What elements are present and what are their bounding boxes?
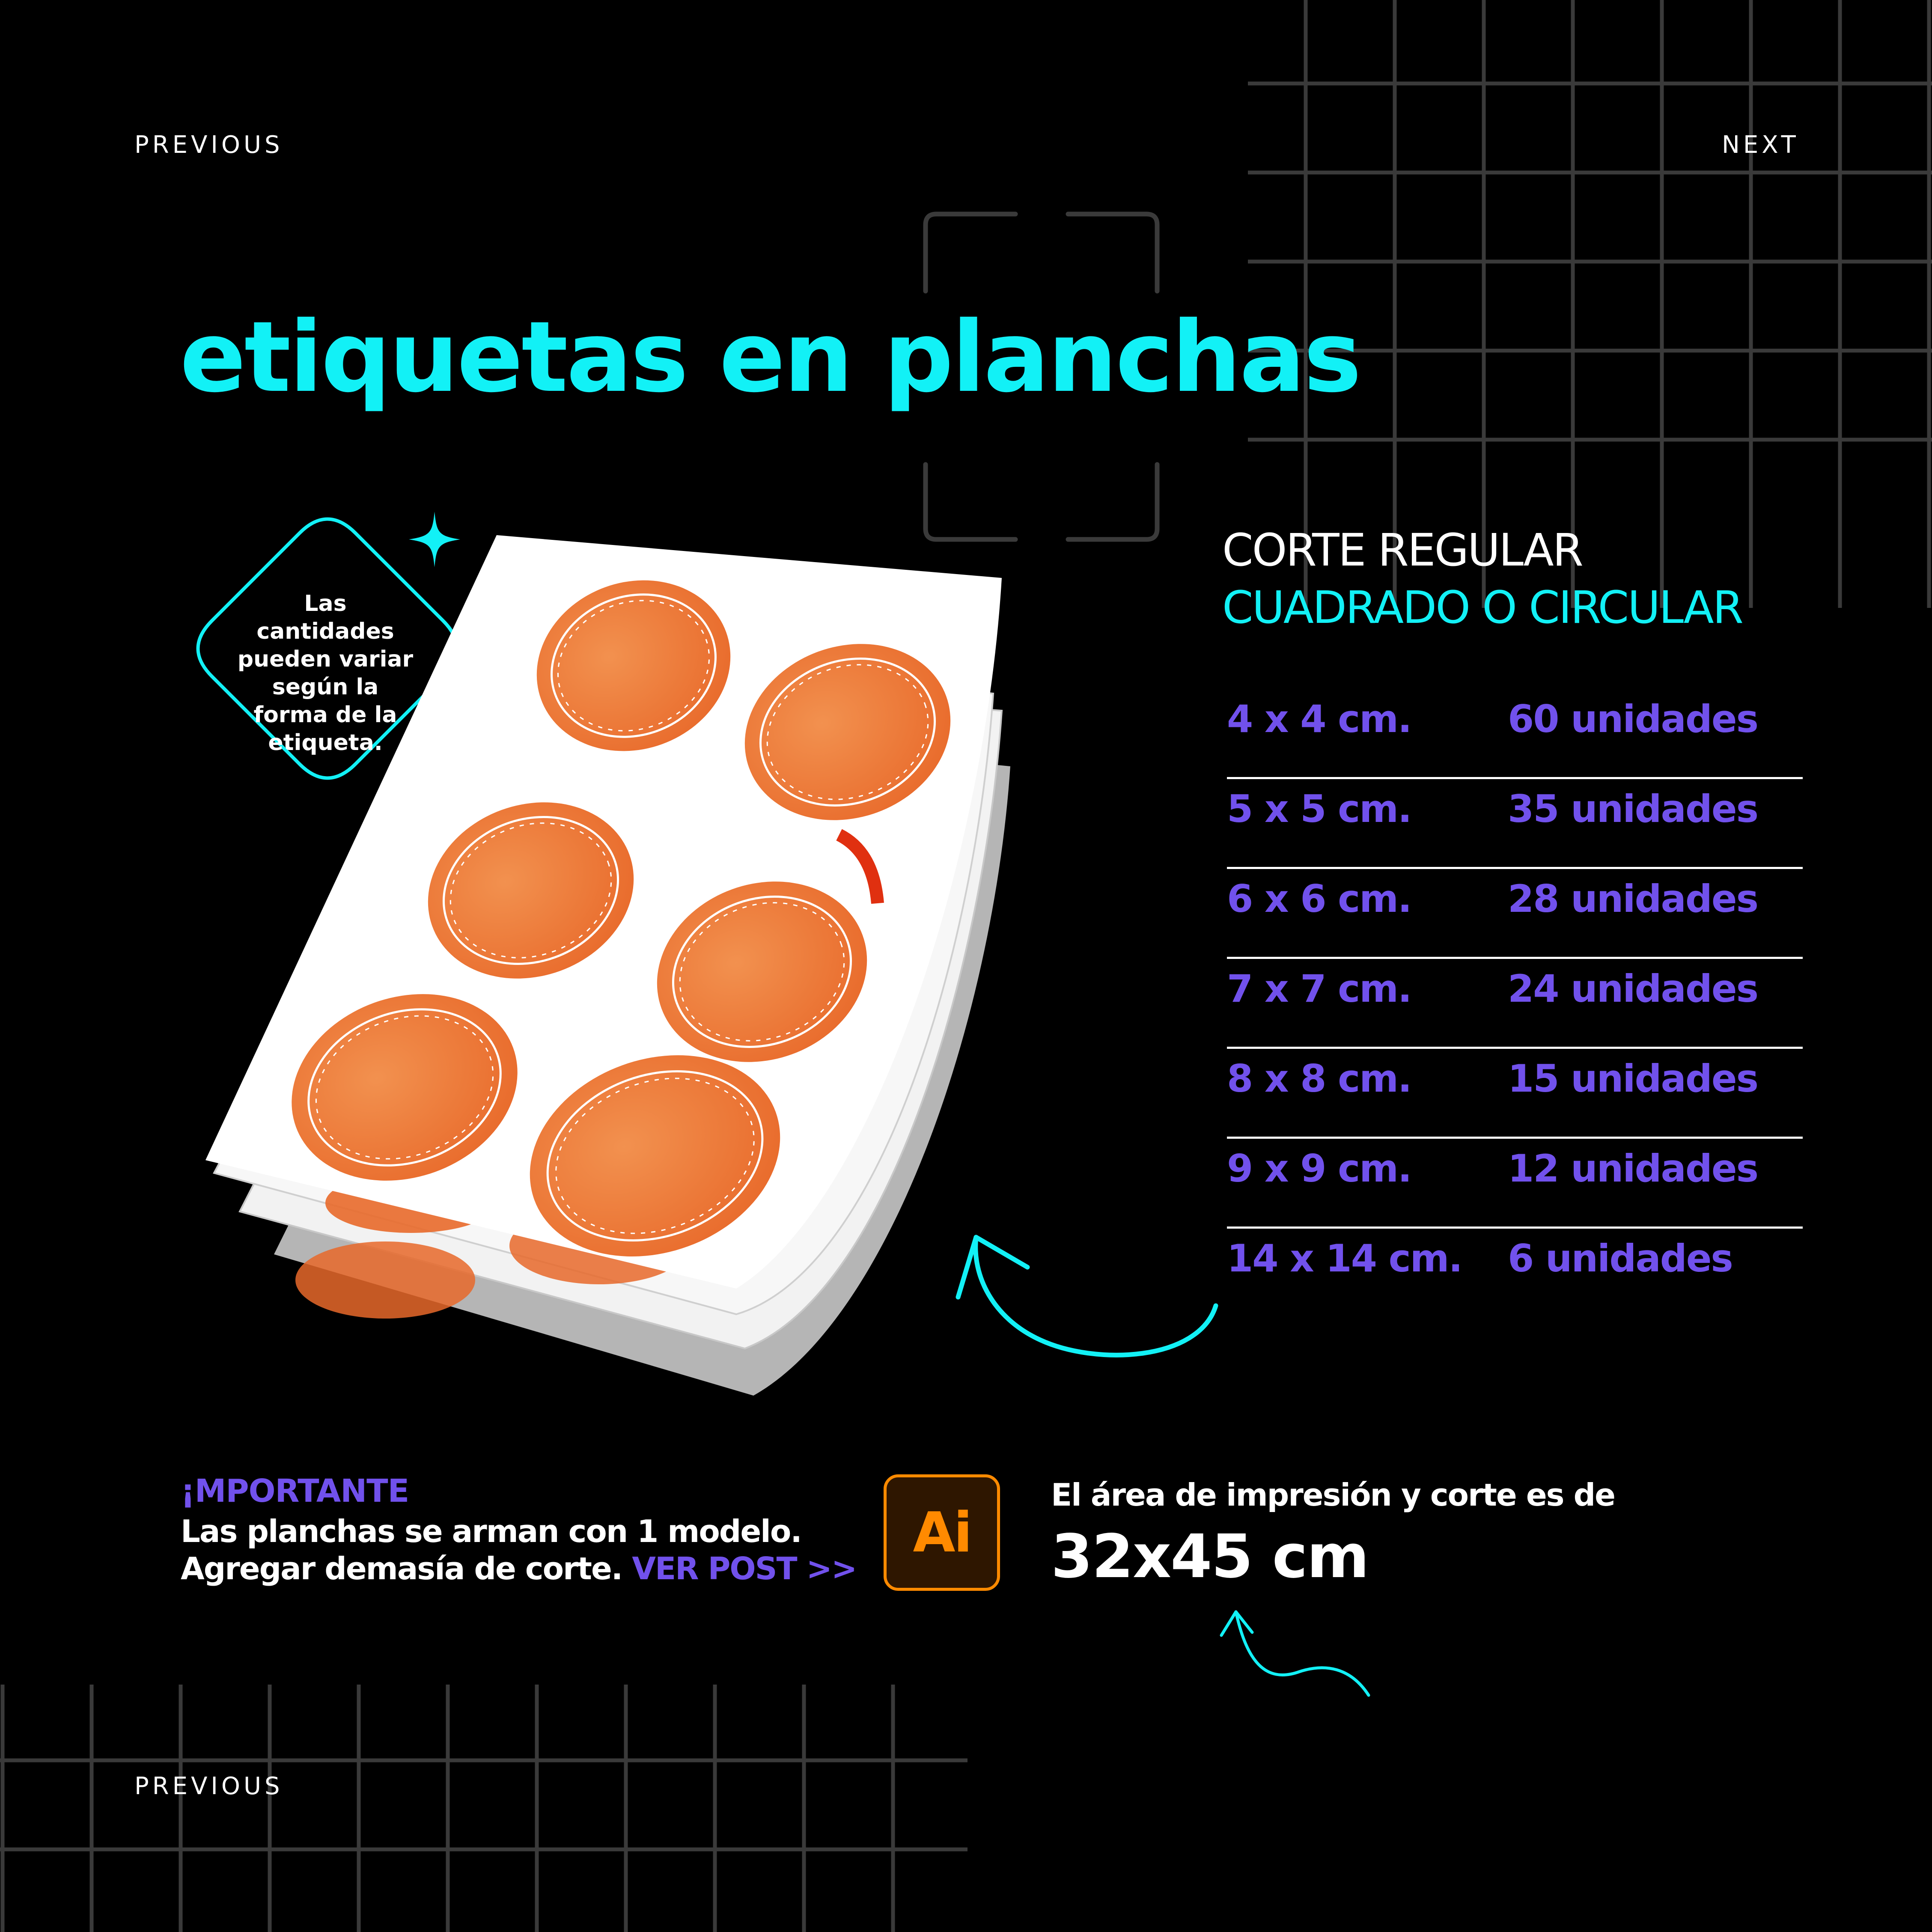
size-units: 6 unidades — [1508, 1236, 1733, 1280]
page-title: etiquetas en planchas — [180, 300, 1360, 414]
note-line: cantidades — [256, 619, 394, 644]
previous-link-top[interactable]: PREVIOUS — [134, 131, 283, 159]
size-units: 12 unidades — [1508, 1146, 1758, 1191]
size-dimension: 7 x 7 cm. — [1227, 967, 1411, 1011]
important-heading: ¡MPORTANTE — [181, 1473, 409, 1509]
previous-link-bottom[interactable]: PREVIOUS — [134, 1772, 283, 1800]
curved-arrow-icon — [933, 1224, 1233, 1378]
size-units: 24 unidades — [1508, 967, 1758, 1011]
size-dimension: 6 x 6 cm. — [1227, 877, 1411, 921]
size-units: 60 unidades — [1508, 697, 1758, 741]
table-row — [1227, 1229, 1803, 1319]
size-dimension: 4 x 4 cm. — [1227, 697, 1411, 741]
table-row — [1227, 1139, 1803, 1229]
size-dimension: 9 x 9 cm. — [1227, 1146, 1411, 1191]
important-line-2-text: Agregar demasía de corte. — [181, 1551, 632, 1587]
print-area-value: 32x45 cm — [1051, 1522, 1369, 1592]
print-area-label: El área de impresión y corte es de — [1051, 1477, 1615, 1513]
important-line-2 — [181, 1551, 856, 1587]
size-units: 28 unidades — [1508, 877, 1758, 921]
ver-post-link[interactable]: VER POST >> — [632, 1551, 857, 1587]
size-dimension: 8 x 8 cm. — [1227, 1057, 1411, 1101]
table-row — [1227, 869, 1803, 959]
table-row — [1227, 959, 1803, 1049]
size-units: 15 unidades — [1508, 1057, 1758, 1101]
table-row — [1227, 1049, 1803, 1139]
illustrator-icon — [884, 1474, 1000, 1591]
note-line: según la — [272, 674, 379, 700]
squiggle-arrow-icon — [1205, 1599, 1376, 1702]
corte-shape-heading: CUADRADO O CIRCULAR — [1222, 581, 1742, 634]
corte-regular-heading: CORTE REGULAR — [1222, 524, 1582, 576]
sizes-table — [1227, 689, 1803, 1319]
table-row — [1227, 779, 1803, 869]
note-line: pueden variar — [237, 646, 414, 672]
size-dimension: 14 x 14 cm. — [1227, 1236, 1462, 1280]
table-row — [1227, 689, 1803, 779]
note-line: etiqueta. — [268, 730, 383, 756]
note-line: Las — [304, 591, 347, 616]
important-line-1: Las planchas se arman con 1 modelo. — [181, 1513, 801, 1549]
note-line: forma de la — [253, 702, 397, 728]
next-link[interactable]: NEXT — [1722, 131, 1799, 159]
grid-bottom-left — [0, 1685, 967, 1932]
size-dimension: 5 x 5 cm. — [1227, 787, 1411, 831]
size-units: 35 unidades — [1508, 787, 1758, 831]
illustrator-icon-label: Ai — [913, 1500, 971, 1565]
